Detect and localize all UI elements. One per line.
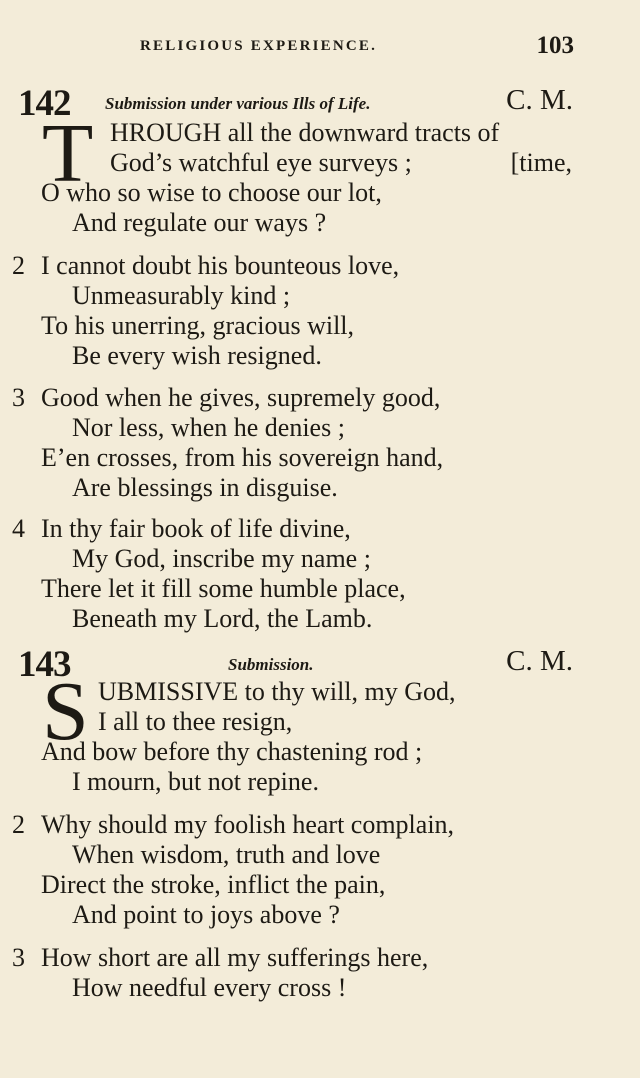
hymn-title: Submission. xyxy=(228,655,314,674)
verse-number: 3 xyxy=(12,383,25,412)
hymn-meter: C. M. xyxy=(506,645,573,677)
drop-cap: S xyxy=(42,665,89,758)
verse-line: And bow before thy chastening rod ; xyxy=(41,737,423,766)
verse-number: 4 xyxy=(12,514,25,543)
verse-number: 2 xyxy=(12,810,25,839)
verse-line: UBMISSIVE to thy will, my God, xyxy=(98,677,456,706)
verse-line: Are blessings in disguise. xyxy=(72,473,338,502)
page-number: 103 xyxy=(536,32,574,59)
verse-line: Beneath my Lord, the Lamb. xyxy=(72,604,373,633)
drop-cap: T xyxy=(42,107,94,200)
verse-line: Good when he gives, supremely good, xyxy=(41,383,441,412)
verse-line: I all to thee resign, xyxy=(98,707,293,736)
verse-line: How short are all my sufferings here, xyxy=(41,943,429,972)
verse-line: My God, inscribe my name ; xyxy=(72,544,371,573)
hymn-number: 142 xyxy=(18,83,71,124)
hymn-142-heading xyxy=(18,82,573,122)
running-head: RELIGIOUS EXPERIENCE. xyxy=(140,38,378,54)
verse-line: Unmeasurably kind ; xyxy=(72,281,291,310)
verse-line: Be every wish resigned. xyxy=(72,341,322,370)
hymn-title: Submission under various Ills of Life. xyxy=(105,94,371,113)
verse-line: Nor less, when he denies ; xyxy=(72,413,345,442)
verse-line: And regulate our ways ? xyxy=(72,208,327,237)
verse-line: How needful every cross ! xyxy=(72,973,347,1002)
verse-line: God’s watchful eye surveys ; xyxy=(110,148,412,177)
verse-line-overflow: [time, xyxy=(510,148,572,177)
verse-line: There let it fill some humble place, xyxy=(41,574,406,603)
verse-number: 2 xyxy=(12,251,25,280)
verse-line: E’en crosses, from his sovereign hand, xyxy=(41,443,444,472)
verse-line: Why should my foolish heart complain, xyxy=(41,810,455,839)
verse-line: Direct the stroke, inflict the pain, xyxy=(41,870,386,899)
verse-line: HROUGH all the downward tracts of xyxy=(110,118,500,147)
verse-line: I cannot doubt his bounteous love, xyxy=(41,251,400,280)
verse-number: 3 xyxy=(12,943,25,972)
verse-line: When wisdom, truth and love xyxy=(72,840,381,869)
verse-line: And point to joys above ? xyxy=(72,900,340,929)
hymn-meter: C. M. xyxy=(506,84,573,116)
verse-line: To his unerring, gracious will, xyxy=(41,311,355,340)
verse-line: In thy fair book of life divine, xyxy=(41,514,351,543)
hymn-number: 143 xyxy=(18,644,71,685)
verse-line: O who so wise to choose our lot, xyxy=(41,178,382,207)
verse-line: I mourn, but not repine. xyxy=(72,767,319,796)
